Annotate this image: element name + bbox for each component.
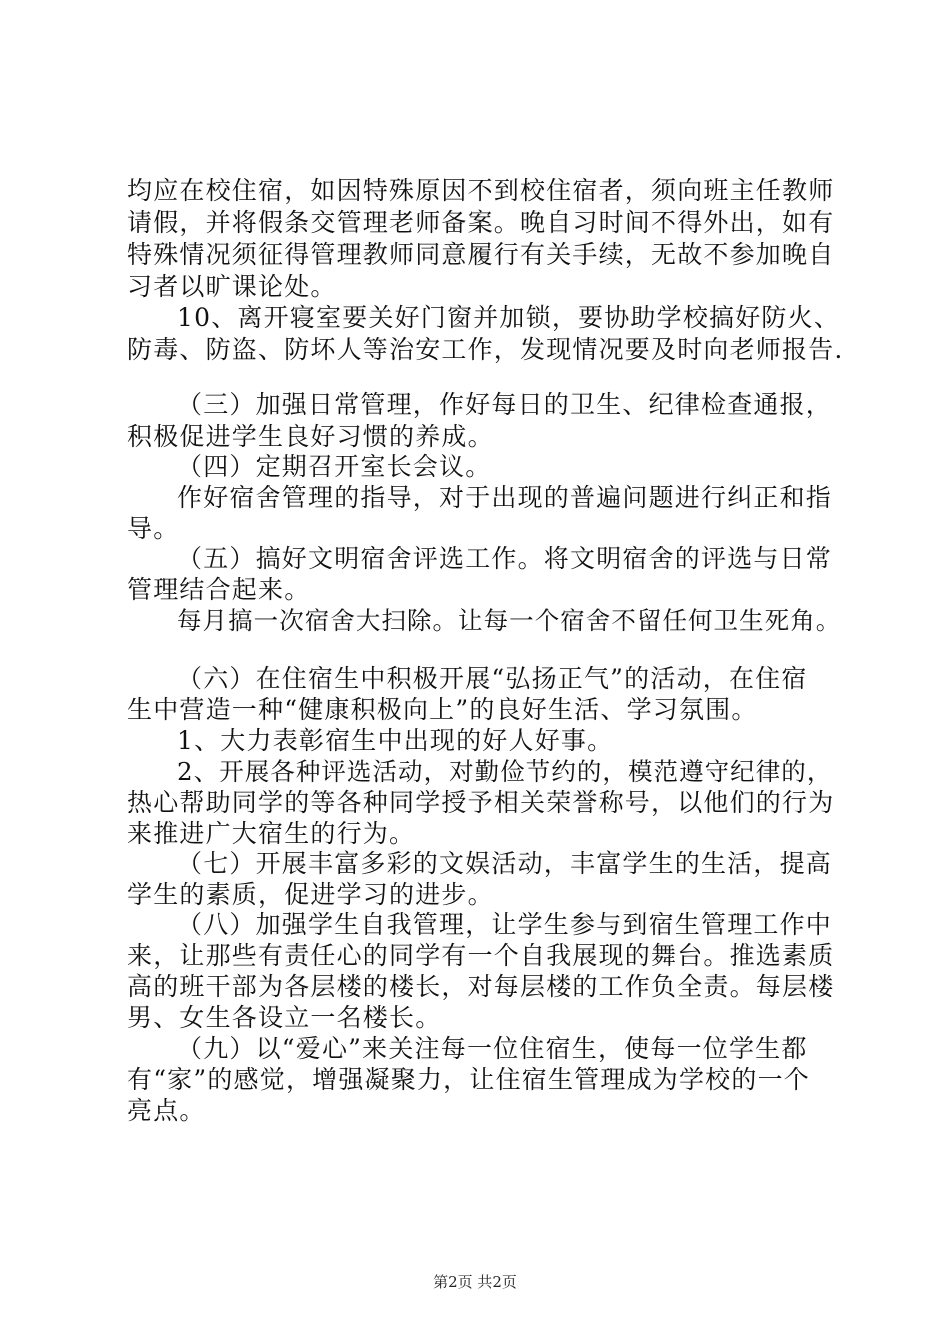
text-line: 来，让那些有责任心的同学有一个自我展现的舞台。推选素质 <box>127 941 835 970</box>
text-line: 均应在校住宿，如因特殊原因不到校住宿者，须向班主任教师 <box>127 176 835 205</box>
section-heading: （七）开展丰富多彩的文娱活动，丰富学生的生活，提高 <box>177 849 833 878</box>
text-line: 男、女生各设立一名楼长。 <box>127 1003 442 1032</box>
section-heading: （九）以“爱心”来关注每一位住宿生，使每一位学生都 <box>177 1034 808 1063</box>
text-line: 10、离开寝室要关好门窗并加锁，要协助学校搞好防火、 <box>177 303 841 332</box>
text-line: 每月搞一次宿舍大扫除。让每一个宿舍不留任何卫生死角。 <box>177 606 842 635</box>
text-line: 有“家”的感觉，增强凝聚力，让住宿生管理成为学校的一个 <box>127 1065 810 1094</box>
text-line: 防毒、防盗、防坏人等治安工作，发现情况要及时向老师报告. <box>127 335 844 364</box>
text-line: 特殊情况须征得管理教师同意履行有关手续，无故不参加晚自 <box>127 240 835 269</box>
text-line: 习者以旷课论处。 <box>127 272 337 301</box>
section-heading: （五）搞好文明宿舍评选工作。将文明宿舍的评选与日常 <box>177 544 833 573</box>
section-heading: （六）在住宿生中积极开展“弘扬正气”的活动，在住宿 <box>177 664 808 693</box>
page-number-footer: 第2页 共2页 <box>433 1273 517 1291</box>
text-line: 学生的素质，促进学习的进步。 <box>127 880 494 909</box>
text-line: 请假，并将假条交管理老师备案。晚自习时间不得外出，如有 <box>127 208 835 237</box>
text-line: 热心帮助同学的等各种同学授予相关荣誉称号，以他们的行为 <box>127 788 835 817</box>
text-line: 亮点。 <box>127 1096 206 1125</box>
text-line: 积极促进学生良好习惯的养成。 <box>127 422 494 451</box>
text-line: 1、大力表彰宿生中出现的好人好事。 <box>177 726 614 755</box>
text-line: 来推进广大宿生的行为。 <box>127 819 416 848</box>
section-heading: （三）加强日常管理，作好每日的卫生、纪律检查通报， <box>177 390 833 419</box>
text-line: 导。 <box>127 514 180 543</box>
text-line: 2、开展各种评选活动，对勤俭节约的，模范遵守纪律的， <box>177 757 833 786</box>
section-heading: （八）加强学生自我管理，让学生参与到宿生管理工作中 <box>177 910 833 939</box>
text-line: 高的班干部为各层楼的楼长，对每层楼的工作负全责。每层楼 <box>127 972 835 1001</box>
text-line: 生中营造一种“健康积极向上”的良好生活、学习氛围。 <box>127 695 758 724</box>
text-line: 作好宿舍管理的指导，对于出现的普遍问题进行纠正和指 <box>177 483 833 512</box>
section-heading: （四）定期召开室长会议。 <box>177 452 492 481</box>
text-line: 管理结合起来。 <box>127 575 311 604</box>
